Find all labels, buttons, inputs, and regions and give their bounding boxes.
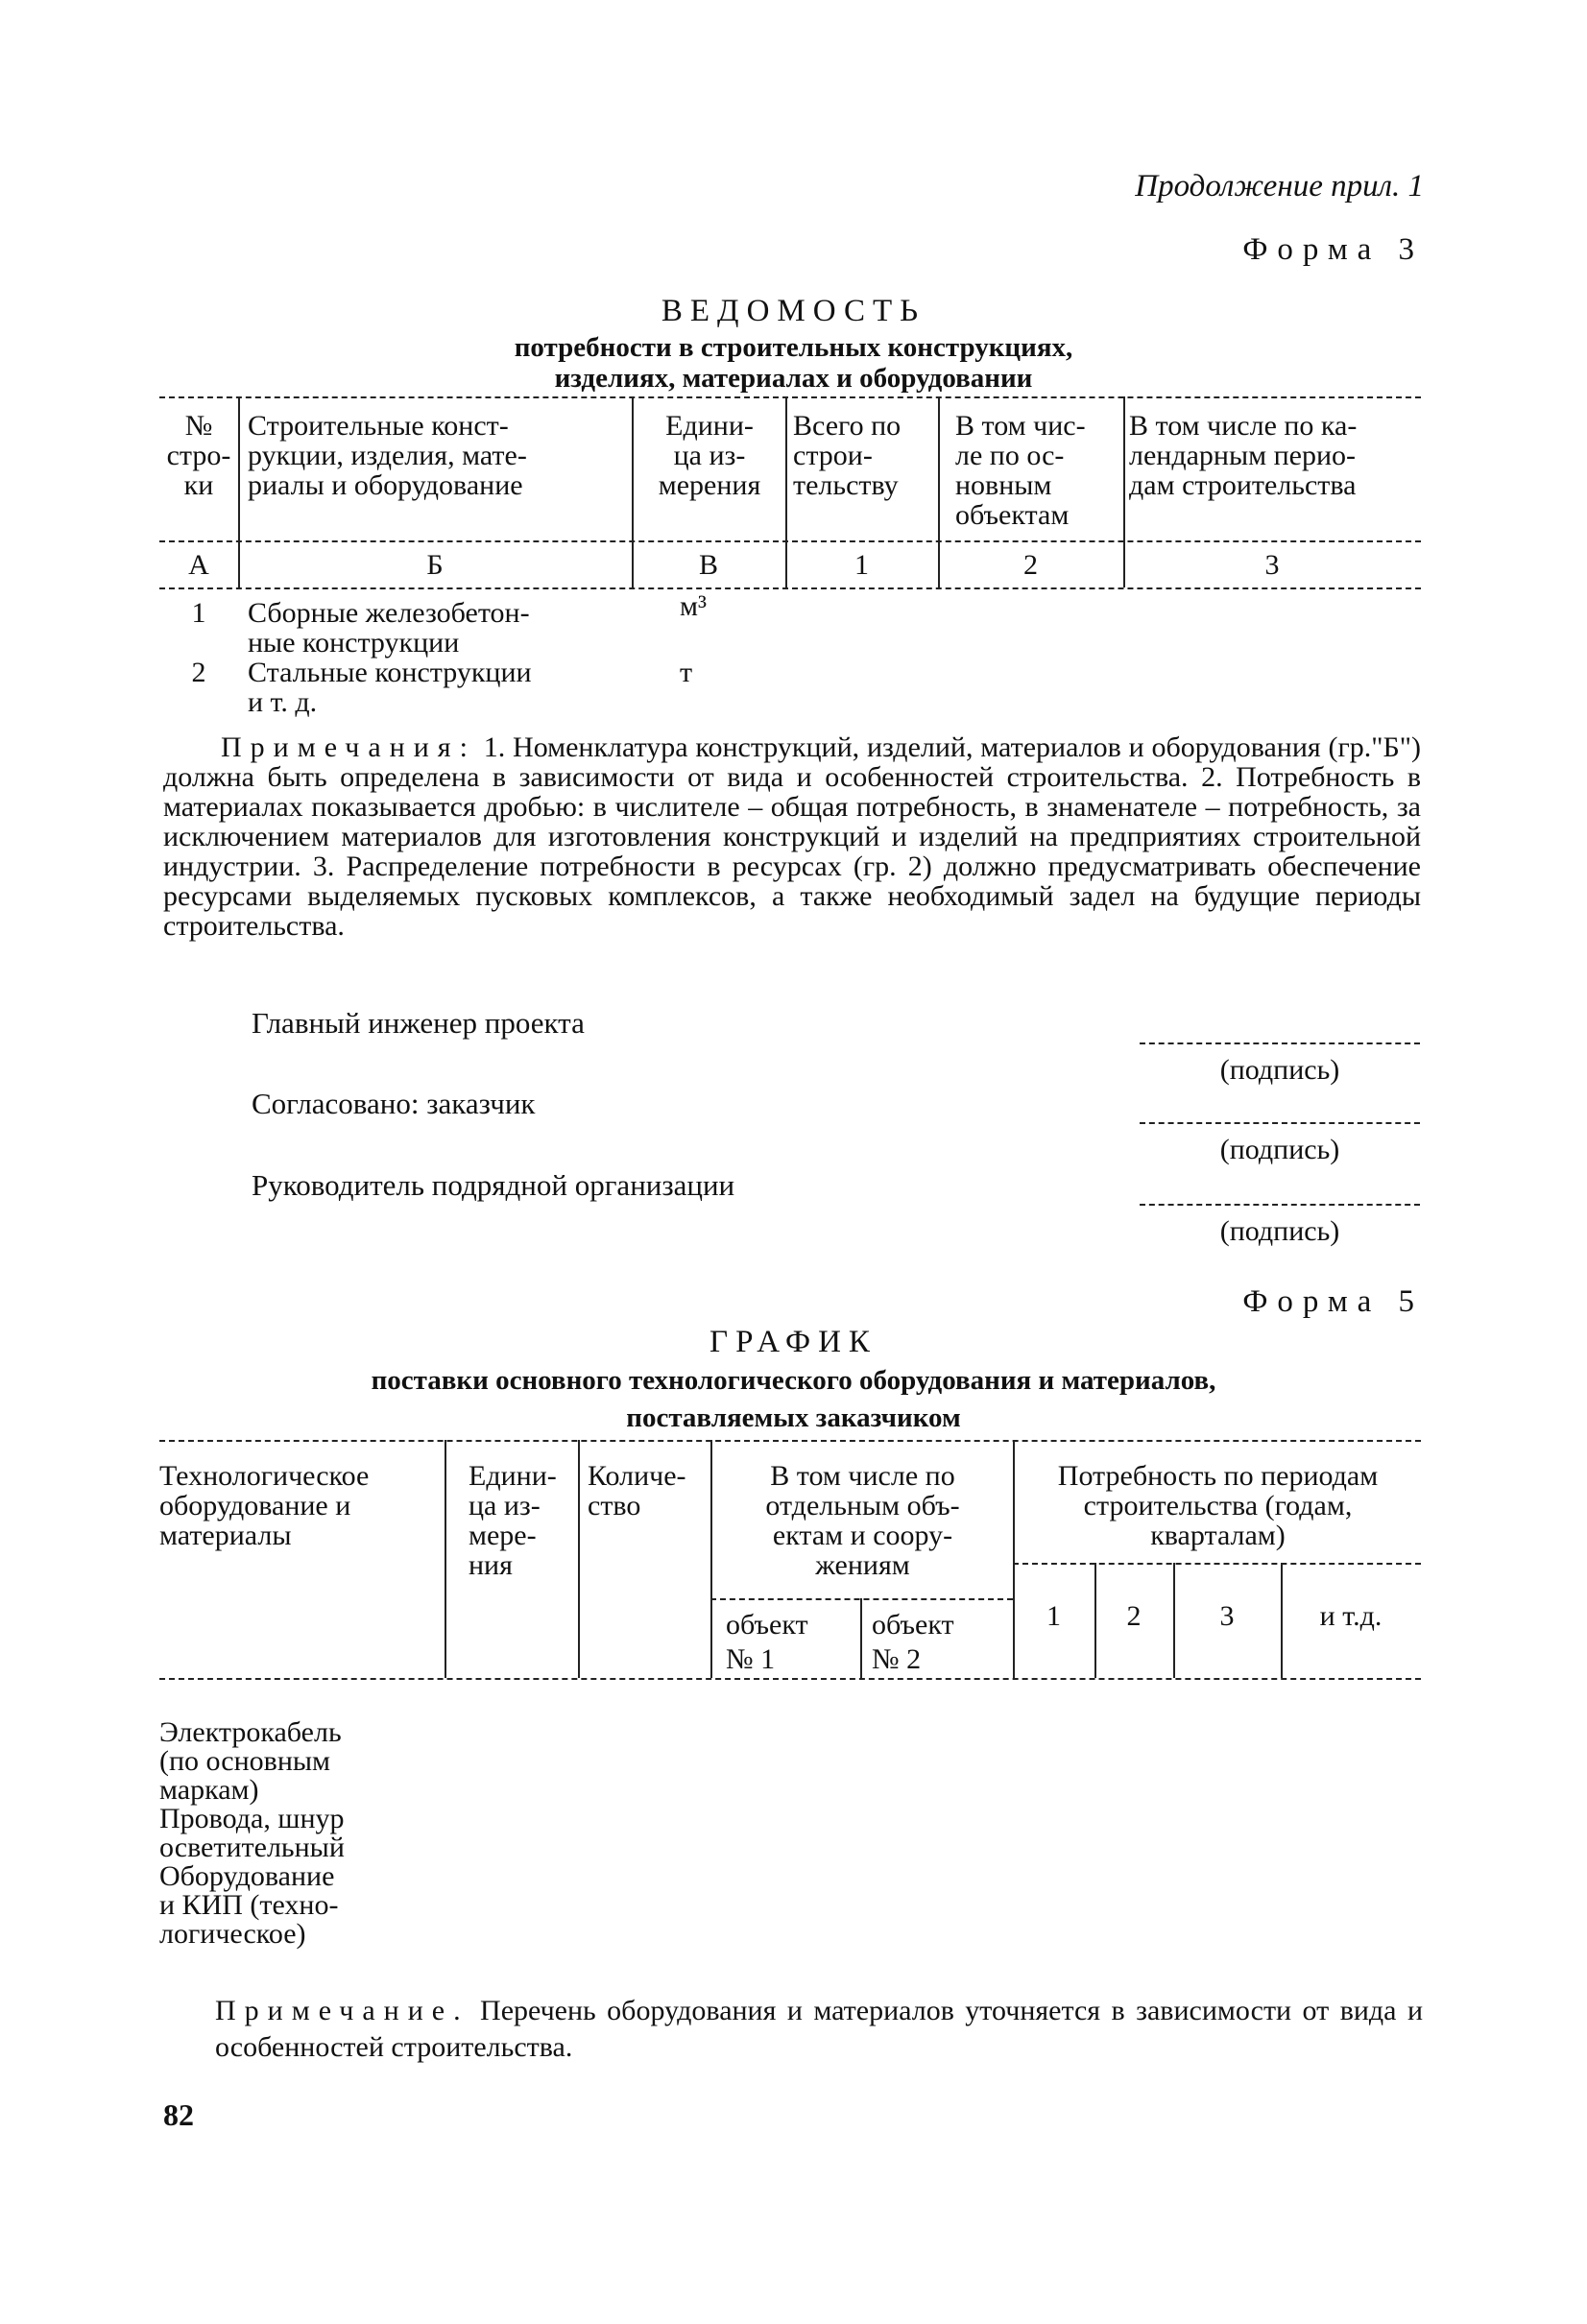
signature-line-customer — [1140, 1122, 1420, 1124]
grafik-subtitle-2: поставляемых заказчиком — [626, 1402, 961, 1433]
vedomost-title: ВЕДОМОСТЬ — [661, 294, 926, 328]
grafik-subtitle-1: поставки основного технологического оборудования и материалов, — [371, 1365, 1216, 1396]
grafik-period-etc: и т.д. — [1319, 1600, 1383, 1632]
grafik-note-body: Перечень оборудования и материалов уточняется в зависимости от вида и особенностей строительства. — [215, 1995, 1423, 2063]
chief-engineer-label: Главный инженер проекта — [252, 1006, 585, 1040]
signature-caption-chief: (подпись) — [1219, 1054, 1340, 1086]
grafik-divider — [445, 1440, 446, 1678]
notes-heading: Примечания: — [221, 731, 476, 763]
grafik-period-3: 3 — [1219, 1600, 1235, 1632]
grafik-col-by-objects: В том числе по отдельным объ- ектам и соору- жениям — [765, 1460, 960, 1581]
notes-body: 1. Номенклатура конструкций, изделий, материалов и оборудования (гр."Б") должна быть определена в зависимости от вида и особенностей строительства. 2. Потребность в материалах показывается дробью: в числителе – общая потребность, в знаменателе – потребность, за исключением материалов для изготовления конструкций и изделий на предприятиях строительной индустрии. 3. Распределение потребности в ресурсах (гр. 2) должно предусматривать обеспечение ресурсами выделяемых пусковых комплексов, а также необходимый задел на будущие периоды строительства. — [163, 731, 1421, 942]
grafik-col-quantity: Количе- ство — [588, 1460, 686, 1521]
grafik-note-heading: Примечание. — [215, 1995, 469, 2026]
col-header-no: № стро- ки — [166, 410, 231, 501]
code-a: А — [188, 549, 209, 581]
grafik-col-unit: Едини- ца из- мере- ния — [469, 1460, 557, 1581]
list-item: Оборудование — [159, 1860, 335, 1892]
agreed-customer-label: Согласовано: заказчик — [252, 1087, 536, 1120]
form-5-label: Форма 5 — [1242, 1284, 1424, 1319]
grafik-col-equipment: Технологическое оборудование и материалы — [159, 1460, 370, 1551]
grafik-divider — [860, 1598, 862, 1678]
col-header-name: Строительные конст- рукции, изделия, мате- риалы и оборудование — [248, 410, 527, 501]
list-item: Провода, шнур — [159, 1803, 345, 1834]
page-number: 82 — [163, 2097, 194, 2132]
list-item: (по основным — [159, 1745, 331, 1777]
vedomost-notes — [163, 732, 1421, 941]
code-v: В — [698, 549, 718, 581]
form-3-label: Форма 3 — [1242, 232, 1424, 267]
grafik-note — [215, 1993, 1423, 2066]
signature-caption-customer: (подпись) — [1219, 1134, 1340, 1165]
grafik-col-periods: Потребность по периодам строительства (годам, кварталам) — [1057, 1460, 1379, 1551]
code-2: 2 — [1023, 549, 1038, 581]
grafik-period-2: 2 — [1126, 1600, 1142, 1632]
code-1: 1 — [854, 549, 869, 581]
col-header-total: Всего по строи- тельству — [793, 410, 902, 501]
grafik-period-1: 1 — [1046, 1600, 1061, 1632]
code-b: Б — [426, 549, 444, 581]
grafik-periods-rule — [1013, 1563, 1421, 1565]
list-item: осветительный — [159, 1832, 345, 1863]
row-2-unit: т — [680, 657, 693, 688]
row-1-name: Сборные железобетон- ные конструкции — [248, 597, 530, 659]
grafik-divider — [578, 1440, 580, 1678]
list-item: и КИП (техно- — [159, 1889, 339, 1921]
table-codes-rule — [159, 587, 1421, 589]
row-1-no: 1 — [191, 597, 206, 629]
signature-caption-contractor: (подпись) — [1219, 1215, 1340, 1247]
list-item: Электрокабель — [159, 1716, 342, 1748]
table-header-rule — [159, 540, 1421, 542]
list-item: маркам) — [159, 1774, 259, 1806]
grafik-title: ГРАФИК — [709, 1325, 878, 1359]
code-3: 3 — [1264, 549, 1280, 581]
table-top-rule — [159, 396, 1421, 398]
vedomost-subtitle-1: потребности в строительных конструкциях, — [514, 332, 1073, 363]
col-header-unit: Едини- ца из- мерения — [658, 410, 761, 501]
signature-line-contractor — [1140, 1204, 1420, 1206]
grafik-bottom-rule — [159, 1678, 1421, 1680]
col-header-periods: В том числе по ка- лендарным перио- дам строительства — [1129, 410, 1358, 501]
signature-line-chief — [1140, 1042, 1420, 1044]
col-header-objects: В том чис- ле по ос- новным объектам — [955, 410, 1086, 531]
vedomost-subtitle-2: изделиях, материалах и оборудовании — [554, 363, 1033, 394]
contractor-head-label: Руководитель подрядной организации — [252, 1168, 735, 1202]
grafik-col-object-1: объект № 1 — [726, 1609, 808, 1675]
grafik-rows-list — [159, 1718, 447, 1949]
continuation-label: Продолжение прил. 1 — [1135, 169, 1424, 204]
grafik-top-rule — [159, 1440, 1421, 1442]
row-2-no: 2 — [191, 657, 206, 688]
grafik-col-object-2: объект № 2 — [872, 1609, 954, 1675]
row-1-unit: м³ — [680, 590, 707, 622]
row-2-name: Стальные конструкции и т. д. — [248, 657, 532, 718]
list-item: логическое) — [159, 1918, 306, 1950]
